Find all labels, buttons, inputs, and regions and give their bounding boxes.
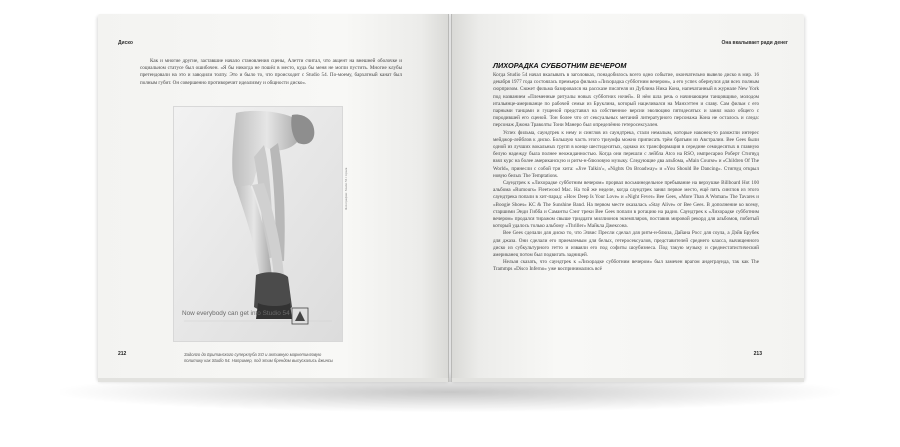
left-paragraph: Как и многие другие, заставшие начало становления сцены, Алетти считал, что акцент на внешней оболочке и социальном статусе был ошибочен. «Я бы никогда не пошёл в место, куда бы меня не могли пустить. Многие клубы претендовали на это и заводили толпу. Это и было то, что происходит с Studio 54. По-моему, бархатный канат был полным губит. Он совершенно противоречит идеализму и общности диско». bbox=[140, 58, 402, 86]
left-page-edge bbox=[98, 378, 449, 382]
chapter-title: ЛИХОРАДКА СУББОТНИМ ВЕЧЕРОМ bbox=[493, 61, 627, 70]
photo-credit: Фотография: Studio 54 / Архив bbox=[344, 167, 348, 210]
studio54-advertisement-photo bbox=[173, 106, 343, 342]
right-body-text bbox=[493, 72, 759, 274]
right-paragraph: Успех фильма, саундтрек к нему и синглов из саундтрека, стали немалым, которые наконец-то разожгли интерес мейджор-лейблов к диско. Большую часть этого триумфа можно приписать трём братьям из Австралии. Bee Gees были одной из лучших вокальных групп в конце шестидесятых, однако их трансформация в середине семидесятых в главную белую надежду была полнее неожиданностью. Когда они перешли с лейбла Atco на RSO, импресарио Роберт Стигвуд взял курс на более американскую и ритм-н-блюзовую музыку. Следующие два альбома, «Main Course» и «Children Of The World», принесли с собой три хита: «Jive Talkin'», «Nights On Broadway» и «You Should Be Dancing». Стигвуд открыл новую белых The Temptations. bbox=[493, 129, 759, 179]
right-page-number: 213 bbox=[753, 351, 762, 357]
book-gutter bbox=[448, 14, 452, 382]
right-page bbox=[451, 14, 804, 380]
right-paragraph: Когда Studio 54 начал вкалывать в заголовках, понадобилось всего одно событие, окончательно вывело диско в мир. 16 декабря 1977 года состоялась премьера фильма «Лихорадка субботним вечером», а его успех обернулся для всех полным сюрпризом. Сюжет фильма базировался на рассказе писателя из Дублина Ника Кона, напечатанный в журнале New York под названием «Племенные ритуалы новых субботних ночей». В нём шла речь о начинающем танцовщике, молодом итальянце-американце по рабочей семьи из Бруклина, который нацеливался на Манхэттен и славу. Сам фильм с его парными танцами и гущеной представил на собственное версии эволюцию пятидесятых и занял мало общего с породившей его сценой. Тон более что от сексуальных метаний литературного персонажа Кона не осталось и следа: персонаж Джона Траволты Тони Манеро был определённо гетеросексуален. bbox=[493, 72, 759, 129]
right-running-head: Она вкалывает ради денег bbox=[721, 40, 788, 46]
photo-caption: Задолго до Британского суперклуба SO и активную маркетинговую политику как Studio 54. Например, под этим брендом выпускались джинсы bbox=[184, 352, 334, 363]
left-page bbox=[98, 14, 449, 380]
open-book bbox=[98, 14, 804, 388]
right-paragraph: Саундтрек к «Лихорадке субботним вечером» прорвал восьминедельное пребывание на верхушке Billboard Hot 100 альбома «Rumours» Fleetwood Mac. На той же неделе, когда саундтрек занял первое место, ещё пять синглов из этого саундтрека попали в хит-парад: «How Deep Is Your Love» и «Night Fever» Bee Gees, «More Than A Woman» The Tavares и «Boogie Shoes» KC & The Sunshine Band. На первом месте оказалась «Stay Alive» от Bee Gees. В дополнение ко всему, старшими Энди Гибба и Саманты Сэнг треки Bee Gees попали в ротацию на радио. Саундтрек к «Лихорадке субботним вечером» продался тиражом свыше тридцати миллионов экземпляров, поставив мировой рекорд для альбомов, побитый который удалось только альбому «Thriller» Майкла Джексона. bbox=[493, 180, 759, 230]
ad-slogan: Now everybody can get into Studio 54 bbox=[182, 310, 290, 317]
left-running-head: Диско bbox=[118, 40, 133, 46]
nude-figure-illustration bbox=[174, 107, 342, 341]
left-body-text bbox=[140, 58, 402, 87]
right-page-edge bbox=[451, 378, 804, 382]
right-paragraph: Нельзя сказать, что саундтрек к «Лихорадке субботним вечером» был замечен врагом андеграунда, так как The Trammps «Disco Inferno» уже воспринимались всё bbox=[493, 259, 759, 273]
right-paragraph: Bee Gees сделали для диско то, что Элвис Пресли сделал для ритм-н-блюза, Дайана Росс для соула, а Дэйв Брубек для джаза. Они сделали его приемлемым для белых, гетеросексуалов, представителей среднего класса, вычищенного диско из субкультурного гетто и изваяли его под софиты шоубизнеса. Под такую музыку и среднестатистический американец потом был подвигать задницей. bbox=[493, 230, 759, 259]
left-page-number: 212 bbox=[118, 351, 127, 357]
